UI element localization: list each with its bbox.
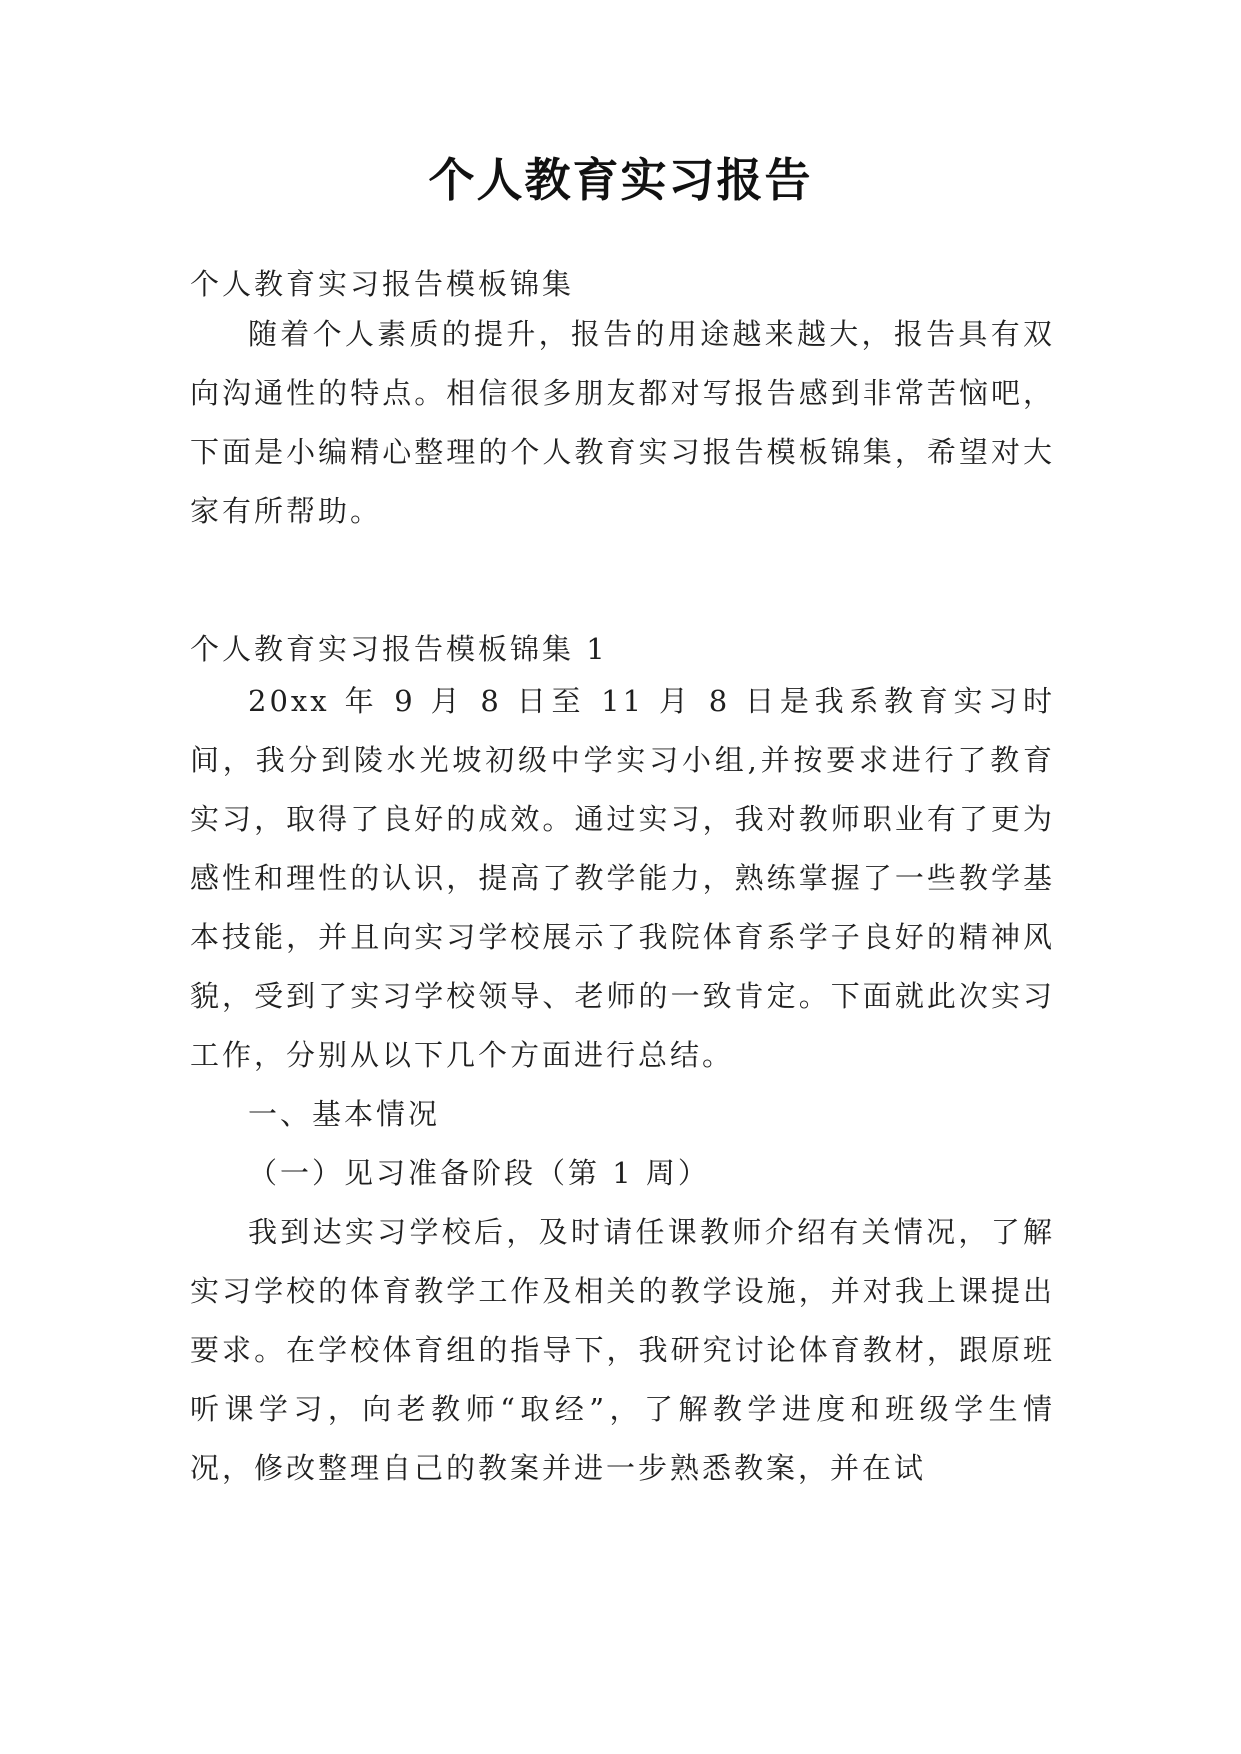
section1-body bbox=[190, 672, 1055, 1498]
section1-paragraph-2: 我到达实习学校后，及时请任课教师介绍有关情况，了解实习学校的体育教学工作及相关的教学设施，并对我上课提出要求。在学校体育组的指导下，我研究讨论体育教材，跟原班听课学习，向老教师“取经”，了解教学进度和班级学生情况，修改整理自己的教案并进一步熟悉教案，并在试 bbox=[190, 1215, 1055, 1485]
section1-paragraph-1: 20xx 年 9 月 8 日至 11 月 8 日是我系教育实习时间，我分到陵水光坡初级中学实习小组,并按要求进行了教育实习，取得了良好的成效。通过实习，我对教师职业有了更为感性和理性的认识，提高了教学能力，熟练掌握了一些教学基本技能，并且向实习学校展示了我院体育系学子良好的精神风貌，受到了实习学校领导、老师的一致肯定。下面就此次实习工作，分别从以下几个方面进行总结。 bbox=[190, 684, 1055, 1072]
section1-subheading-prep: （一）见习准备阶段（第 1 周） bbox=[248, 1156, 710, 1190]
intro-heading: 个人教育实习报告模板锦集 bbox=[190, 267, 575, 301]
section1-heading: 个人教育实习报告模板锦集 1 bbox=[190, 632, 608, 666]
intro-paragraph-block bbox=[190, 305, 1055, 541]
document-title: 个人教育实习报告 bbox=[428, 153, 813, 207]
section1-subheading-basic: 一、基本情况 bbox=[248, 1097, 441, 1131]
intro-paragraph: 随着个人素质的提升，报告的用途越来越大，报告具有双向沟通性的特点。相信很多朋友都对写报告感到非常苦恼吧，下面是小编精心整理的个人教育实习报告模板锦集，希望对大家有所帮助。 bbox=[190, 317, 1055, 528]
